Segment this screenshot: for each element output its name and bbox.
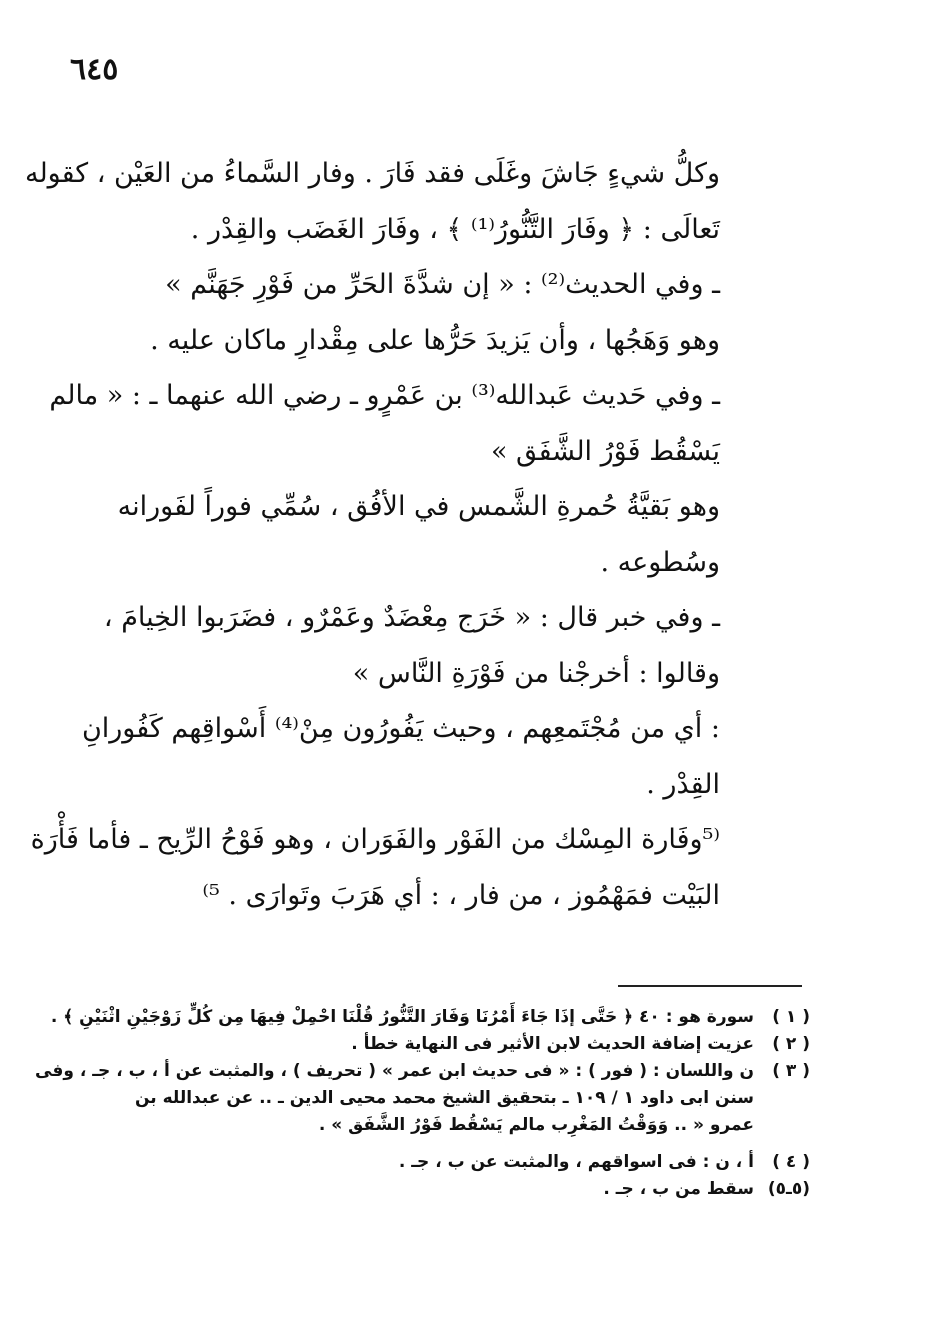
footnote-text: أ ، ن : فى اسواقهم ، والمثبت عن ب ، جـ . bbox=[398, 1152, 754, 1172]
footnote-text: ن واللسان : ( فور ) : « فى حديث ابن عمر » ( تحريف ) ، والمثبت عن أ ، ب ، جـ ، وفى bbox=[35, 1061, 754, 1081]
text-line: ـ وفي حَديث عَبدالله⁽³⁾ بن عَمْرٍو ـ رضي الله عنهما ـ : « مالم bbox=[49, 380, 720, 411]
footnote-1 bbox=[50, 1004, 810, 1031]
footnote-number: ( ١ ) bbox=[772, 1007, 810, 1027]
text-line: وهو بَقيَّةُ حُمرةِ الشَّمس في الأفُق ، سُمِّي فوراً لفَورانه bbox=[117, 491, 720, 522]
text-line: وسُطوعه . bbox=[600, 546, 720, 578]
text-line: وقالوا : أخرجْنا من فَوْرَةِ النَّاس » bbox=[352, 657, 720, 689]
footnote-3 bbox=[35, 1058, 810, 1139]
text-line: يَسْقُط فَوْرُ الشَّفَق » bbox=[490, 435, 720, 467]
main-text bbox=[24, 146, 720, 923]
footnote-text: عمرو « .. وَوَقْتُ المَغْرِب مالم يَسْقُط فَوْرُ الشَّفَق » . bbox=[318, 1115, 754, 1135]
text-line: البَيْت فمَهْمُوز ، من فار ، : أي هَرَبَ وتَوارَى . ⁵⁾ bbox=[202, 879, 720, 911]
text-line: ـ وفي خبر قال : « خَرَج مِعْضَدٌ وعَمْرٌو ، فضَرَبوا الخِيامَ ، bbox=[103, 602, 720, 633]
footnote-text: عزيت إضافة الحديث لابن الأثير فى النهاية خطأ . bbox=[351, 1034, 754, 1054]
footnote-2 bbox=[66, 1031, 810, 1058]
text-line: القِدْر . bbox=[646, 768, 720, 800]
page-number: ٦٤٥ bbox=[70, 52, 119, 87]
footnote-text: سقط من ب ، جـ . bbox=[603, 1179, 754, 1199]
footnote-5 bbox=[66, 1176, 810, 1203]
footnote-text: سورة هو : ٤٠ ﴿ حَتَّى إذَا جَاءَ أَمْرُنَا وَفَارَ التَّنُّورُ قُلْنَا احْمِلْ فِيهَا مِن كُلٍّ زَوْجَيْنِ اثْنَيْنِ ﴾ . bbox=[50, 1007, 754, 1027]
text-line: وهو وَهَجُها ، وأن يَزيدَ حَرُّها على مِقْدارِ ماكان عليه . bbox=[150, 324, 720, 356]
text-line: تَعالَى : ﴿ وفَارَ التَّنُّورُ⁽¹⁾ ﴾ ، وفَارَ الغَضَب والقِدْر . bbox=[190, 213, 720, 245]
footnote-text: سنن ابى داود ١ / ١٠٩ ـ بتحقيق الشيخ محمد محيى الدين ـ .. عن عبدالله بن bbox=[134, 1088, 754, 1108]
footnote-number: ( ٤ ) bbox=[772, 1152, 810, 1172]
footnotes bbox=[35, 1004, 810, 1203]
footnote-divider bbox=[618, 985, 802, 987]
text-line: ⁽⁵وفَارة المِسْك من الفَوْر والفَوَران ، وهو فَوْحُ الرِّيح ـ فأما فَأْرَة bbox=[30, 824, 720, 855]
text-line: ـ وفي الحديث⁽²⁾ : « إن شدَّةَ الحَرِّ من فَوْرِ جَهَنَّم » bbox=[165, 269, 720, 300]
footnote-number: (٥ـ٥) bbox=[767, 1179, 810, 1199]
footnote-4 bbox=[66, 1149, 810, 1176]
text-line: : أي من مُجْتَمعِهم ، وحيث يَفُورُون مِنْ⁽⁴⁾ أَسْواقِهم كَفُورانِ bbox=[81, 713, 720, 744]
footnote-number: ( ٣ ) bbox=[772, 1061, 810, 1081]
footnote-number: ( ٢ ) bbox=[772, 1034, 810, 1054]
text-line: وكلُّ شيءٍ جَاشَ وغَلَى فقد فَارَ . وفار السَّماءُ من العَيْن ، كقوله bbox=[24, 158, 720, 189]
